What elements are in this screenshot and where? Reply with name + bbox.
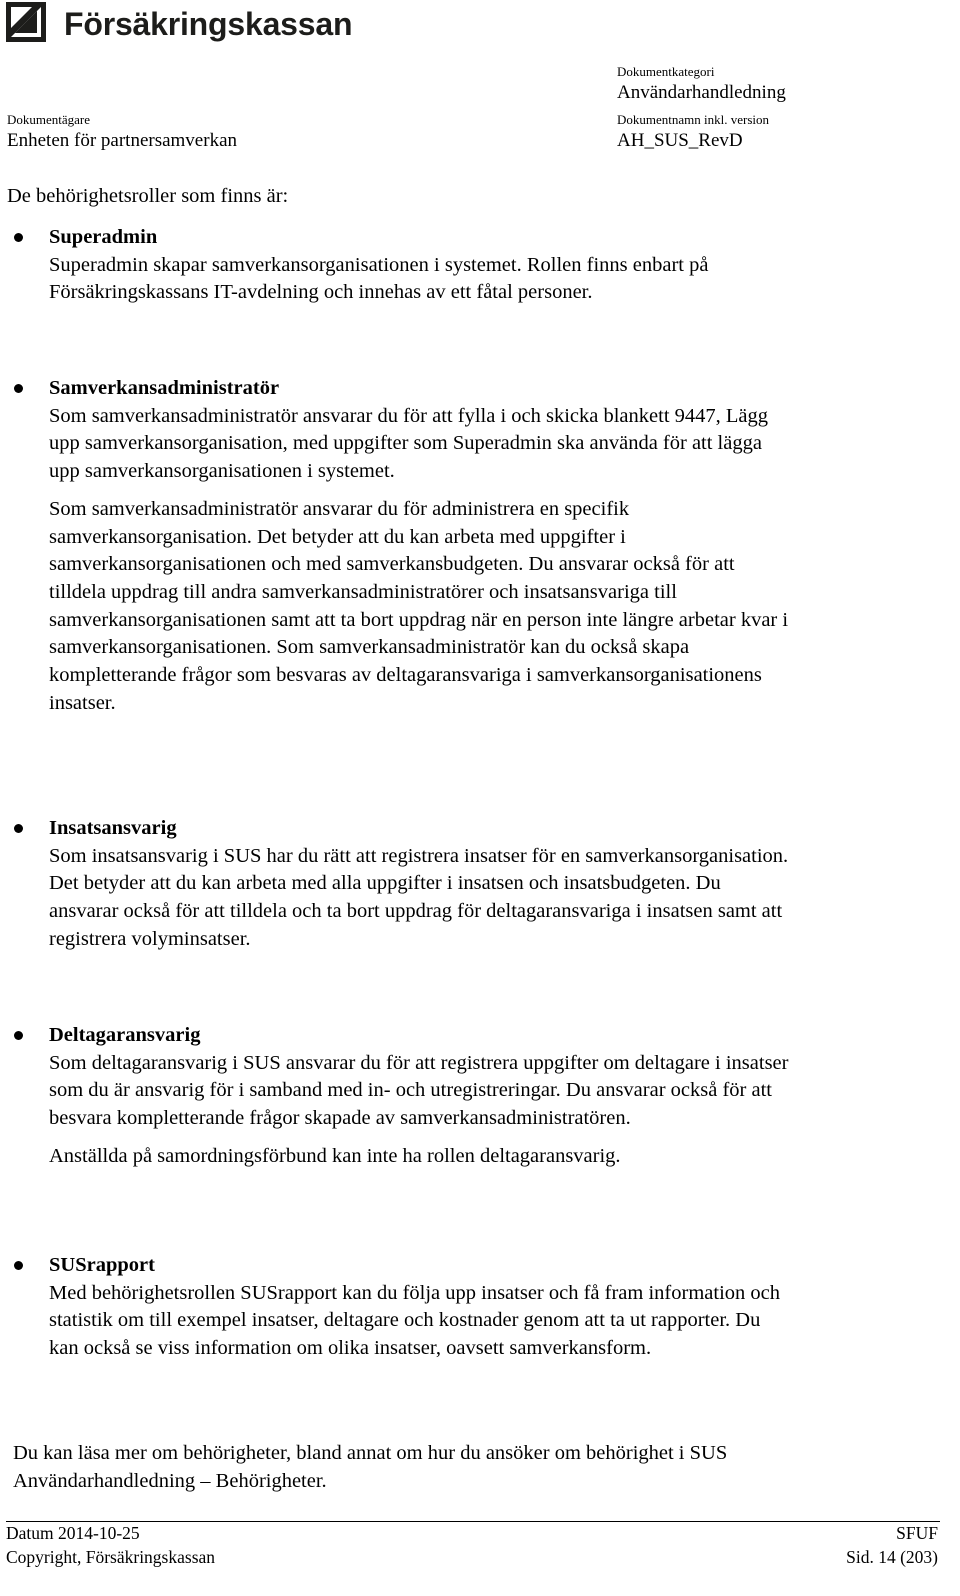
role-title: SUSrapport — [49, 1254, 155, 1276]
role-title: Superadmin — [49, 226, 158, 248]
logo — [6, 2, 366, 48]
role-title: Samverkansadministratör — [49, 377, 280, 399]
role-description: Som samverkansadministratör ansvarar du för administrera en specifik samverkansorganisation. Det betyder att du kan arbeta med uppgifter i samverkansorganisationen och med samverkansbudgeten. Du ansvarar också för att tilldela uppdrag till andra samverkansadministratörer och insatsansvariga till samverkansorganisationen samt att ta bort uppdrag när en person inte längre arbetar kvar i samverkansorganisationen. Som samverkansadministratör kan du också skapa kompletterande frågor som besvaras av deltagaransvariga i samverkansorganisationens insatser. — [49, 497, 789, 714]
footer-org: SFUF — [896, 1523, 938, 1543]
role-samverkansadministrator — [49, 375, 789, 717]
role-title: Insatsansvarig — [49, 817, 177, 839]
role-susrapport — [49, 1252, 789, 1363]
footer-date: Datum 2014-10-25 — [6, 1523, 140, 1543]
logo-text: Försäkringskassan — [64, 6, 353, 42]
doc-name-label: Dokumentnamn inkl. version — [617, 112, 770, 127]
closing-text: Du kan läsa mer om behörigheter, bland annat om hur du ansöker om behörighet i SUS Användarhandledning – Behörigheter. — [13, 1442, 728, 1492]
role-description: Som samverkansadministratör ansvarar du för att fylla i och skicka blankett 9447, Lägg upp samverkansorganisation, med uppgifter som Superadmin ska använda för att lägga upp samverkansorganisationen i systemet. — [49, 404, 769, 483]
role-description: Med behörighetsrollen SUSrapport kan du följa upp insatser och få fram information och statistik om till exempel insatser, deltagare och kostnader genom att ta ut rapporter. Du kan också se viss information om olika insatser, oavsett samverkansform. — [49, 1281, 780, 1360]
doc-category-value: Användarhandledning — [617, 82, 786, 103]
logo-emblem-icon — [6, 2, 46, 42]
role-superadmin — [49, 224, 789, 307]
doc-name-value: AH_SUS_RevD — [617, 130, 743, 151]
doc-owner-value: Enheten för partnersamverkan — [7, 130, 238, 151]
bullet-icon — [14, 384, 23, 393]
bullet-icon — [14, 1031, 23, 1040]
role-description: Anställda på samordningsförbund kan inte ha rollen deltagaransvarig. — [49, 1144, 621, 1167]
role-description: Som deltagaransvarig i SUS ansvarar du för att registrera uppgifter om deltagare i insatser som du är ansvarig för i samband med in- och utregistreringar. Du ansvarar också för att besvara kompletterande frågor skapade av samverkansadministratören. — [49, 1051, 789, 1130]
role-deltagaransvarig — [49, 1022, 789, 1171]
bullet-icon — [14, 824, 23, 833]
role-title: Deltagaransvarig — [49, 1024, 201, 1046]
role-description: Som insatsansvarig i SUS har du rätt att registrera insatser för en samverkansorganisation. Det betyder att du kan arbeta med alla uppgifter i insatsen och insatsbudgeten. Du ansvarar också för att tilldela och ta bort uppdrag för deltagaransvariga i insatsen samt att registrera volyminsatser. — [49, 844, 789, 950]
footer-divider — [6, 1521, 940, 1522]
bullet-icon — [14, 1261, 23, 1270]
footer-copyright: Copyright, Försäkringskassan — [6, 1547, 216, 1567]
footer-page-number: Sid. 14 (203) — [846, 1547, 938, 1567]
role-description: Superadmin skapar samverkansorganisationen i systemet. Rollen finns enbart på Försäkringskassans IT-avdelning och innehas av ett fåtal personer. — [49, 253, 709, 304]
intro-text: De behörighetsroller som finns är: — [7, 185, 289, 207]
doc-owner-label: Dokumentägare — [7, 112, 91, 127]
doc-category-label: Dokumentkategori — [617, 64, 715, 79]
role-insatsansvarig — [49, 815, 789, 954]
bullet-icon — [14, 233, 23, 242]
